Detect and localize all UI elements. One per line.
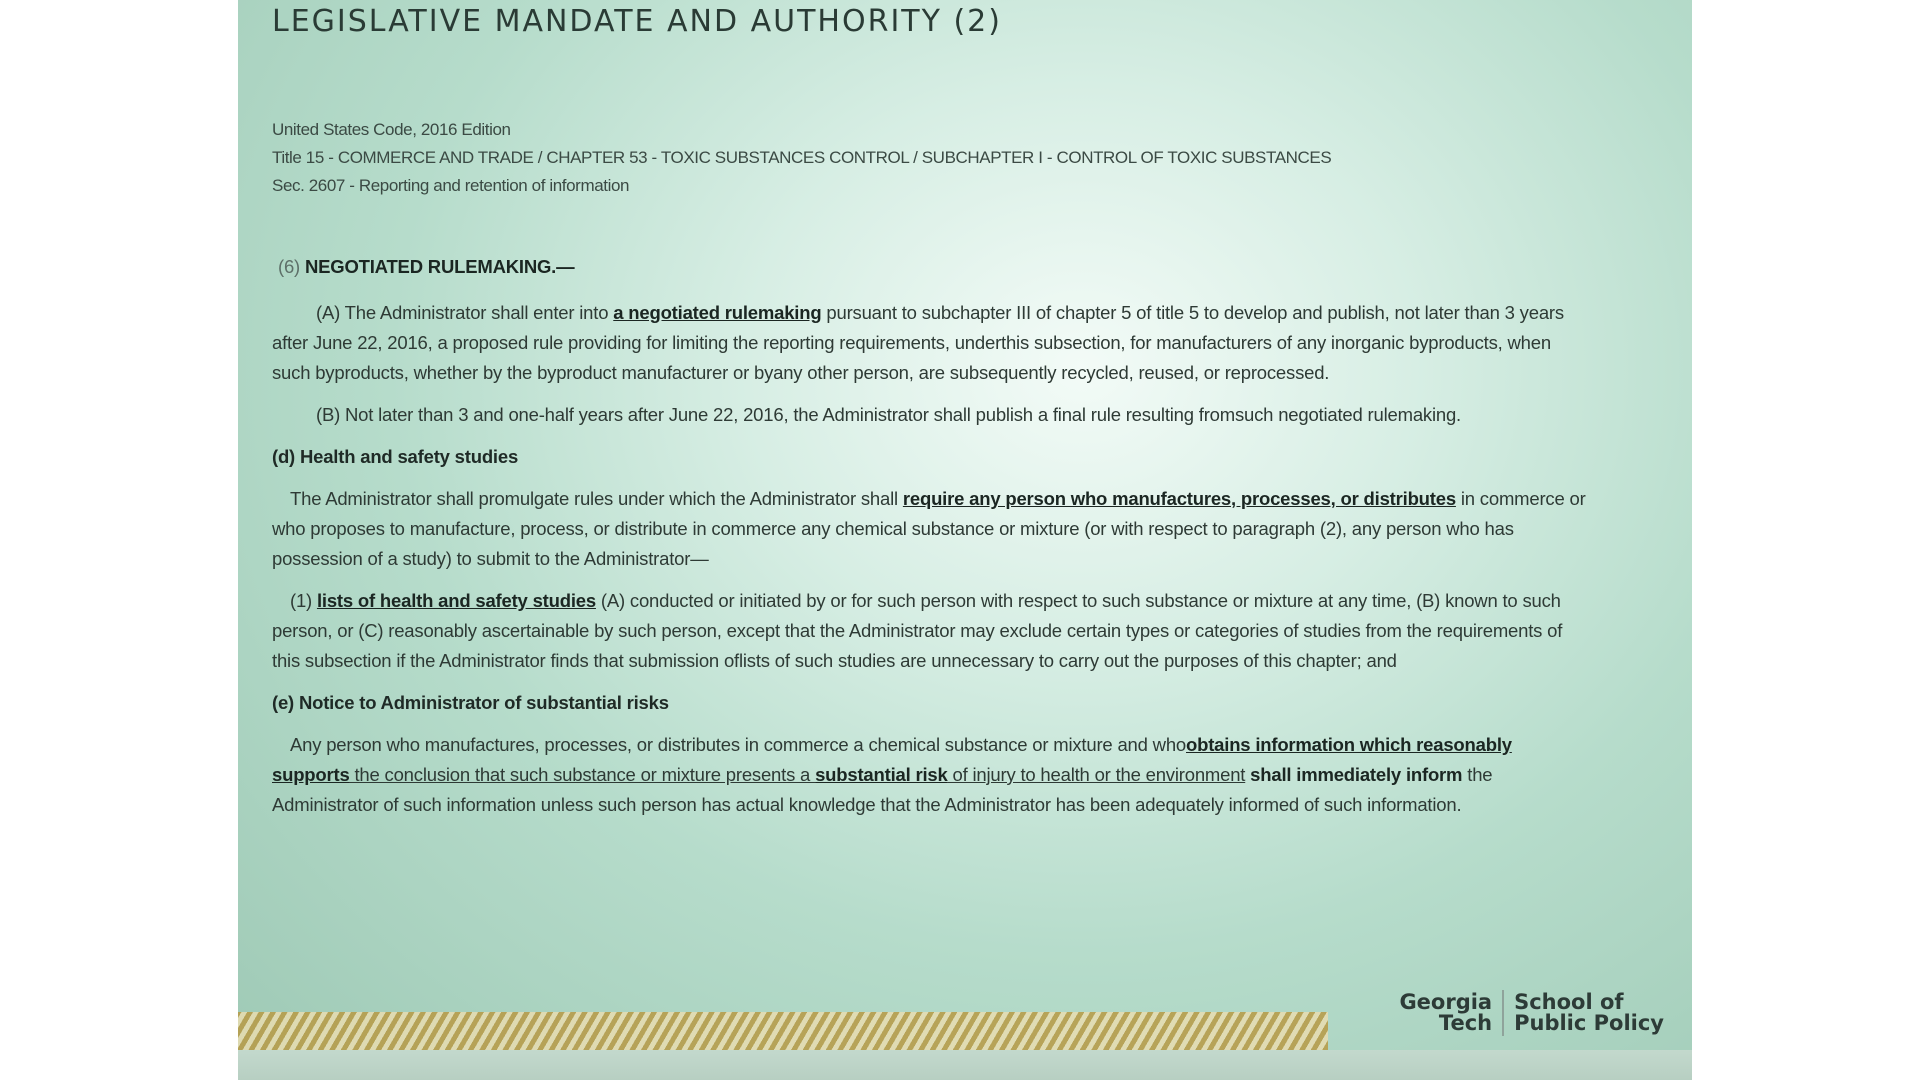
para-a-text-2: pursuant to subchapter III of chapter 5 of title 5 to develop and publish, not later than 3 years after June 22, 2016, a proposed rule providing for limiting the reporting requirements, underthis subsection, for manufacturers of any inorganic byproducts, when such byproducts, whether by the byproduct manufacturer or byany other person, are subsequently recycled, reused, or reprocessed. bbox=[272, 302, 1564, 383]
item-1-text: (A) conducted or initiated by or for such person with respect to such substance or mixture at any time, (B) known to such person, or (C) reasonably ascertainable by such person, except that the Administrator may exclude certain types or categories of studies from the requirements of this subsection if the Administrator finds that submission oflists of such studies are unnecessary to carry out the purposes of this chapter; and bbox=[272, 590, 1563, 671]
presentation-slide bbox=[238, 0, 1692, 1080]
statute-text bbox=[272, 252, 1592, 820]
section-e-emphasis-2: substantial risk bbox=[815, 764, 948, 785]
logo-georgia: Georgia bbox=[1399, 990, 1493, 1014]
item-1-emphasis: lists of health and safety studies bbox=[316, 590, 596, 611]
section-6-paragraph-a bbox=[272, 298, 1592, 388]
section-e-text-3: of injury to health or the environment bbox=[947, 764, 1246, 785]
section-e-emphasis-3: shall immediately inform bbox=[1245, 764, 1463, 785]
georgia-tech-logo bbox=[1399, 990, 1664, 1036]
section-e-emphasis-1: obtains information which reasonably supports bbox=[272, 734, 1512, 785]
source-title-chapter: Title 15 - COMMERCE AND TRADE / CHAPTER 53 - TOXIC SUBSTANCES CONTROL / SUBCHAPTER I - CONTROL OF TOXIC SUBSTANCES bbox=[272, 148, 1332, 167]
section-d-heading: (d) Health and safety studies bbox=[272, 446, 519, 467]
section-e-text-2: the conclusion that such substance or mixture presents a bbox=[349, 764, 816, 785]
section-6-heading bbox=[272, 252, 1592, 282]
section-d-text-1: The Administrator shall promulgate rules under which the Administrator shall bbox=[290, 488, 903, 509]
logo-school-of: School of bbox=[1514, 990, 1624, 1014]
logo-school bbox=[1504, 992, 1664, 1034]
para-a-emphasis: a negotiated rulemaking bbox=[613, 302, 822, 323]
section-6-title: NEGOTIATED RULEMAKING.— bbox=[304, 256, 575, 277]
section-e-paragraph bbox=[272, 730, 1592, 820]
section-d-text-2: in commerce or who proposes to manufacture, process, or distribute in commerce any chemical substance or mixture (or with respect to paragraph (2), any person who has possession of a study) to submit to the Administrator— bbox=[272, 488, 1586, 569]
section-6-number: (6) bbox=[278, 256, 305, 277]
section-d-paragraph bbox=[272, 484, 1592, 574]
item-1-number: (1) bbox=[290, 590, 317, 611]
footer-stripe-band bbox=[238, 1012, 1328, 1050]
source-citation bbox=[272, 116, 1331, 200]
section-e-text-4: the Administrator of such information unless such person has actual knowledge that the Administrator has been adequately informed of such information. bbox=[272, 764, 1493, 815]
logo-tech: Tech bbox=[1438, 1011, 1493, 1035]
logo-institution bbox=[1399, 992, 1502, 1034]
logo-public-policy: Public Policy bbox=[1514, 1011, 1664, 1035]
section-d-emphasis: require any person who manufactures, processes, or distributes bbox=[902, 488, 1456, 509]
section-d-item-1 bbox=[272, 586, 1592, 676]
footer-strip bbox=[238, 1050, 1692, 1080]
section-e-heading: (e) Notice to Administrator of substantial risks bbox=[272, 692, 669, 713]
source-code-edition: United States Code, 2016 Edition bbox=[272, 120, 511, 139]
section-e-text-1: Any person who manufactures, processes, or distributes in commerce a chemical substance or mixture and who bbox=[290, 734, 1186, 755]
section-6-paragraph-b: (B) Not later than 3 and one-half years after June 22, 2016, the Administrator shall publish a final rule resulting fromsuch negotiated rulemaking. bbox=[316, 404, 1461, 425]
source-section: Sec. 2607 - Reporting and retention of information bbox=[272, 176, 630, 195]
slide-title: LEGISLATIVE MANDATE AND AUTHORITY (2) bbox=[272, 4, 1002, 39]
para-a-text-1: (A) The Administrator shall enter into bbox=[316, 302, 614, 323]
